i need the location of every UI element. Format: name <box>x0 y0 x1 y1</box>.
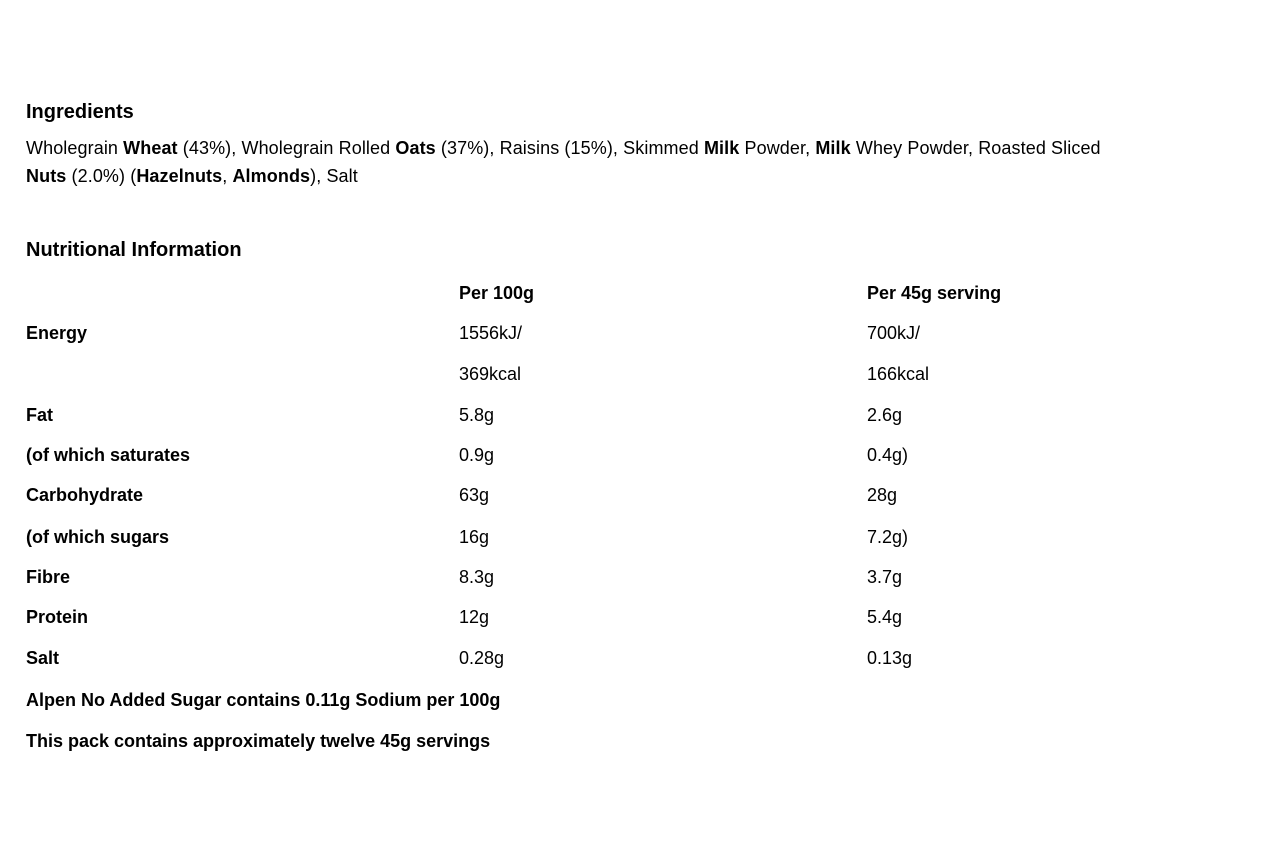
per-100g-value: 16g <box>459 527 490 547</box>
ingredient-part: (43%), Wholegrain Rolled <box>177 138 396 158</box>
ingredients-heading: Ingredients <box>26 101 134 123</box>
ingredient-part: Powder, <box>739 138 816 158</box>
table-row <box>26 321 1226 361</box>
per-100g-value: 369kcal <box>459 364 522 384</box>
ingredient-part-allergen: Hazelnuts <box>136 166 223 186</box>
nutrient-label: (of which sugars <box>26 527 170 547</box>
nutrient-label: Carbohydrate <box>26 485 144 505</box>
table-row <box>26 565 1226 605</box>
per-serving-value: 166kcal <box>867 364 930 384</box>
per-100g-value: 0.28g <box>459 648 505 668</box>
per-serving-value: 7.2g) <box>867 527 909 547</box>
per-serving-value: 5.4g <box>867 607 903 627</box>
table-row <box>26 403 1226 443</box>
table-row <box>26 525 1226 565</box>
nutrition-heading: Nutritional Information <box>26 239 242 261</box>
per-serving-value: 3.7g <box>867 567 903 587</box>
ingredient-part: (2.0%) ( <box>66 166 137 186</box>
per-serving-value: 700kJ/ <box>867 323 921 343</box>
per-serving-value: 0.13g <box>867 648 913 668</box>
product-info-page <box>26 0 1272 853</box>
per-serving-value: 2.6g <box>867 405 903 425</box>
per-serving-value: 0.4g) <box>867 445 909 465</box>
column-header-per-serving: Per 45g serving <box>867 283 1002 303</box>
table-row <box>26 605 1226 645</box>
table-row <box>26 443 1226 483</box>
nutrient-label: Fat <box>26 405 53 425</box>
per-100g-value: 0.9g <box>459 445 495 465</box>
column-header-per-100g: Per 100g <box>459 283 535 303</box>
per-100g-value: 5.8g <box>459 405 495 425</box>
nutrient-label: Protein <box>26 607 89 627</box>
ingredient-part-allergen: Nuts <box>26 166 67 186</box>
per-serving-value: 28g <box>867 485 898 505</box>
per-100g-value: 63g <box>459 485 490 505</box>
ingredient-part: Wholegrain <box>26 138 124 158</box>
ingredient-part: , <box>222 166 233 186</box>
table-row <box>26 646 1226 686</box>
ingredient-part: ), Salt <box>310 166 358 186</box>
table-row <box>26 483 1226 523</box>
ingredient-part: (37%), Raisins (15%), Skimmed <box>435 138 704 158</box>
ingredient-part-allergen: Wheat <box>123 138 178 158</box>
sodium-note: Alpen No Added Sugar contains 0.11g Sodium per 100g <box>26 690 501 710</box>
ingredient-part-allergen: Oats <box>395 138 436 158</box>
per-100g-value: 8.3g <box>459 567 495 587</box>
servings-note: This pack contains approximately twelve 45g servings <box>26 731 491 751</box>
nutrient-label: (of which saturates <box>26 445 191 465</box>
ingredient-part-allergen: Almonds <box>232 166 311 186</box>
nutrient-label: Energy <box>26 323 88 343</box>
per-100g-value: 12g <box>459 607 490 627</box>
table-row <box>26 362 1226 402</box>
ingredient-part-allergen: Milk <box>815 138 851 158</box>
ingredient-part: Whey Powder, Roasted Sliced <box>850 138 1101 158</box>
ingredient-part-allergen: Milk <box>703 138 740 158</box>
nutrient-label: Salt <box>26 648 60 668</box>
nutrition-header-row <box>26 281 1226 321</box>
ingredients-text <box>26 134 1276 190</box>
nutrient-label: Fibre <box>26 567 71 587</box>
per-100g-value: 1556kJ/ <box>459 323 523 343</box>
